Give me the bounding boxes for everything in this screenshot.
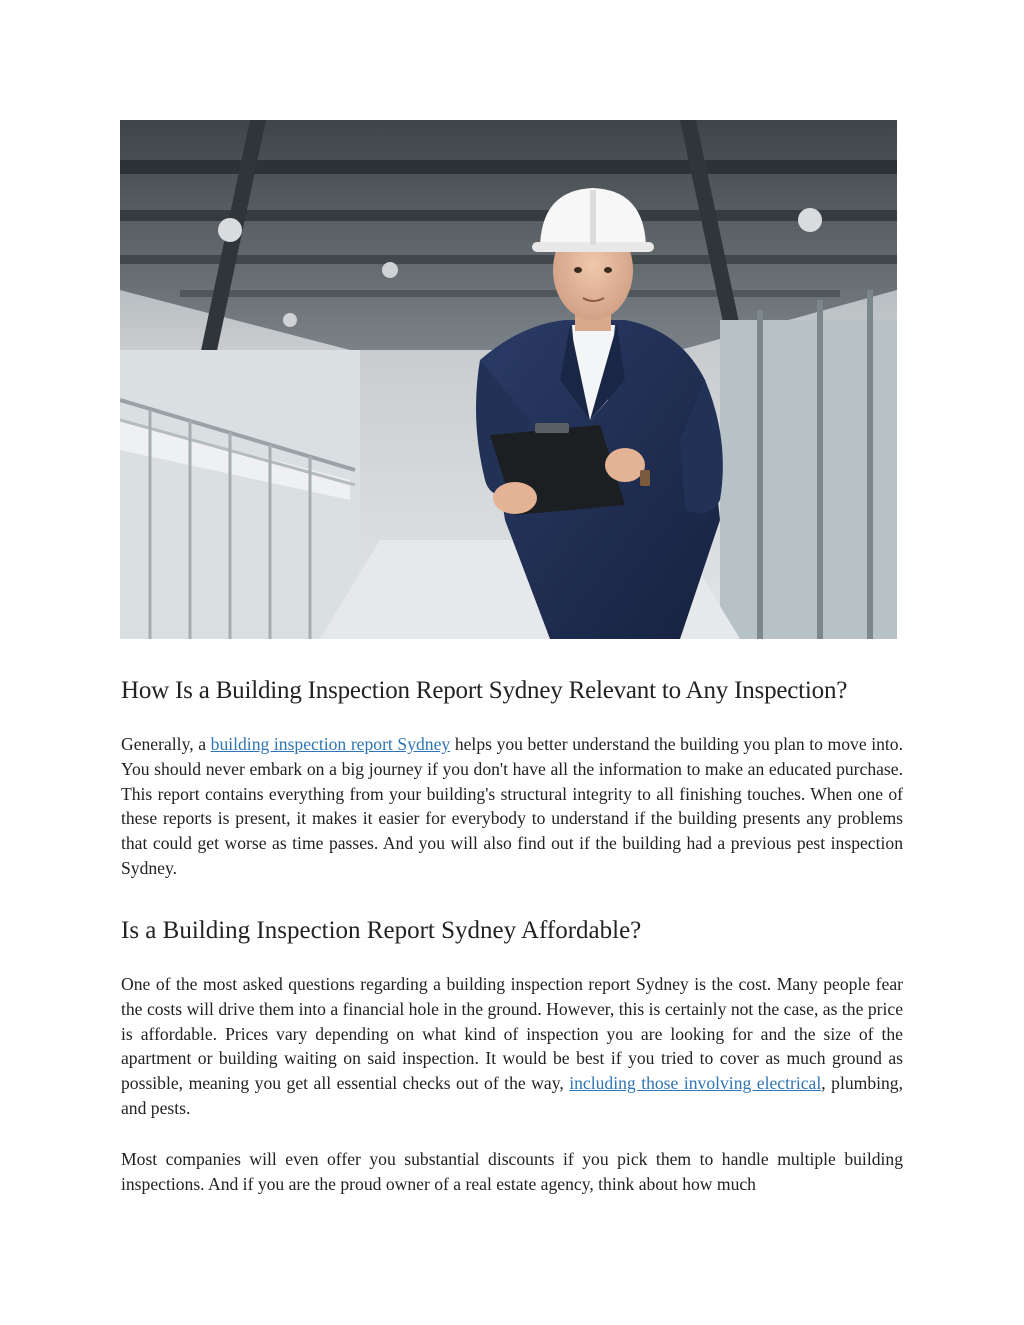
paragraph-relevance (121, 732, 903, 881)
section-heading-affordable: Is a Building Inspection Report Sydney Affordable? (121, 917, 642, 944)
electrical-inspection-link[interactable]: including those involving electrical (569, 1073, 822, 1094)
inspector-photo (120, 120, 897, 639)
building-inspection-report-link[interactable]: building inspection report Sydney (210, 734, 451, 754)
hero-image (120, 120, 897, 639)
paragraph-text: Generally, a (121, 734, 211, 754)
paragraph-discounts: Most companies will even offer you substantial discounts if you pick them to handle multiple building inspections. And if you are the proud owner of a real estate agency, think about how much (121, 1149, 903, 1194)
paragraph-affordable (121, 972, 903, 1121)
paragraph-text: helps you better understand the building you plan to move into. You should never embark on a big journey if you don't have all the information to make an educated purchase. This report contains everything from your building's structural integrity to all finishing touches. When one of these reports is present, it makes it easier for everybody to understand if the building presents any problems that could get worse as time passes. And you will also find out if the building had a previous pest inspection Sydney. (121, 734, 903, 878)
paragraph-text: , plumbing, and pests. (121, 1073, 903, 1118)
section-heading-relevance: How Is a Building Inspection Report Sydney Relevant to Any Inspection? (121, 677, 848, 704)
paragraph-text: One of the most asked questions regarding a building inspection report Sydney is the cost. Many people fear the costs will drive them into a financial hole in the ground. However, this is certainly not the case, as the price is affordable. Prices vary depending on what kind of inspection you are looking for and the size of the apartment or building waiting on said inspection. It would be best if you tried to cover as much ground as possible, meaning you get all essential checks out of the way, (121, 974, 903, 1094)
